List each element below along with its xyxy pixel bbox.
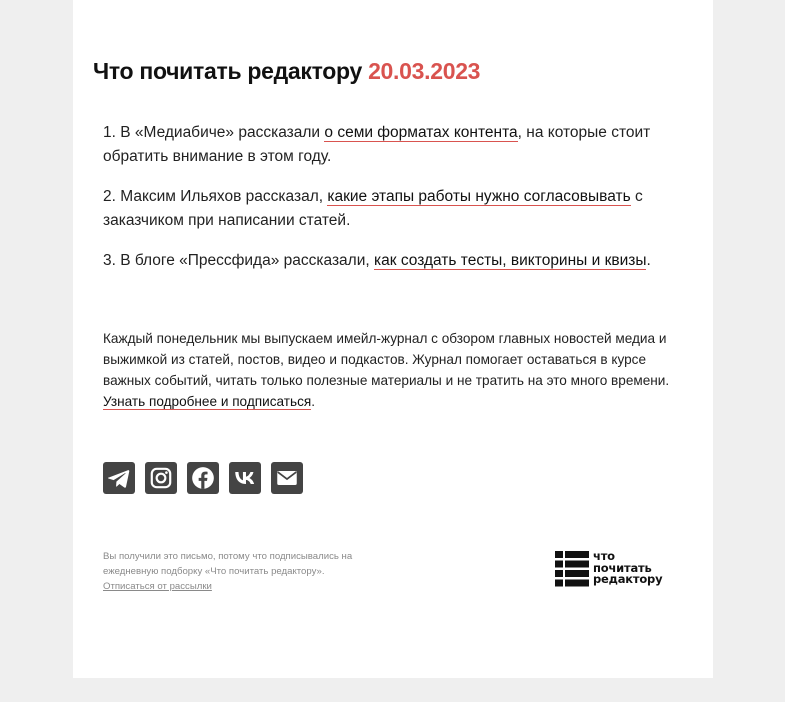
issue-date: 20.03.2023 — [368, 58, 481, 84]
unsubscribe-link[interactable]: Отписаться от рассылки — [103, 581, 212, 592]
email-icon — [274, 465, 300, 491]
logo-mark-icon — [555, 551, 589, 587]
instagram-button[interactable] — [145, 462, 177, 494]
telegram-button[interactable] — [103, 462, 135, 494]
item-text: с заказчиком при написании статей. — [103, 188, 643, 229]
item-text: 2. Максим Ильяхов рассказал, — [103, 188, 328, 205]
list-item — [103, 249, 688, 273]
footer-note — [103, 549, 383, 594]
email-button[interactable] — [271, 462, 303, 494]
item-text: 3. В блоге «Прессфида» рассказали, — [103, 252, 374, 269]
subscribe-link[interactable]: Узнать подробнее и подписаться — [103, 394, 312, 409]
about-suffix: . — [311, 394, 316, 409]
title-text: Что почитать редактору — [93, 58, 362, 84]
logo-line: что — [593, 549, 615, 563]
list-item — [103, 121, 688, 169]
item-text: . — [646, 252, 651, 269]
logo-wordmark — [593, 551, 662, 586]
email-card — [73, 0, 713, 678]
logo-line: почитать — [593, 560, 652, 575]
article-link-quizzes[interactable]: как создать тесты, викторины и квизы — [374, 252, 647, 269]
vk-button[interactable] — [229, 462, 261, 494]
article-link-content-formats[interactable]: о семи форматах контента — [324, 124, 518, 141]
brand-logo — [555, 551, 662, 587]
social-links — [103, 462, 303, 494]
about-paragraph — [103, 328, 693, 412]
facebook-button[interactable] — [187, 462, 219, 494]
logo-line: редактору — [593, 572, 663, 587]
footer-text: Вы получили это письмо, потому что подписывались на ежедневную подборку «Что почитать редактору». — [103, 551, 353, 577]
page-title — [93, 58, 480, 85]
instagram-icon — [148, 465, 174, 491]
article-list — [103, 121, 688, 289]
vk-icon — [232, 465, 258, 491]
telegram-icon — [106, 465, 132, 491]
item-text: , на которые стоит обратить внимание в этом году. — [103, 124, 651, 165]
about-text: Каждый понедельник мы выпускаем имейл-журнал с обзором главных новостей медиа и выжимкой из статей, постов, видео и подкастов. Журнал помогает оставаться в курсе важных событий, читать только полезные материалы и не тратить на это много времени. — [103, 331, 670, 388]
article-link-work-stages[interactable]: какие этапы работы нужно согласовывать — [327, 188, 631, 205]
facebook-icon — [190, 465, 216, 491]
list-item — [103, 185, 688, 233]
item-text: 1. В «Медиабиче» рассказали — [103, 124, 325, 141]
